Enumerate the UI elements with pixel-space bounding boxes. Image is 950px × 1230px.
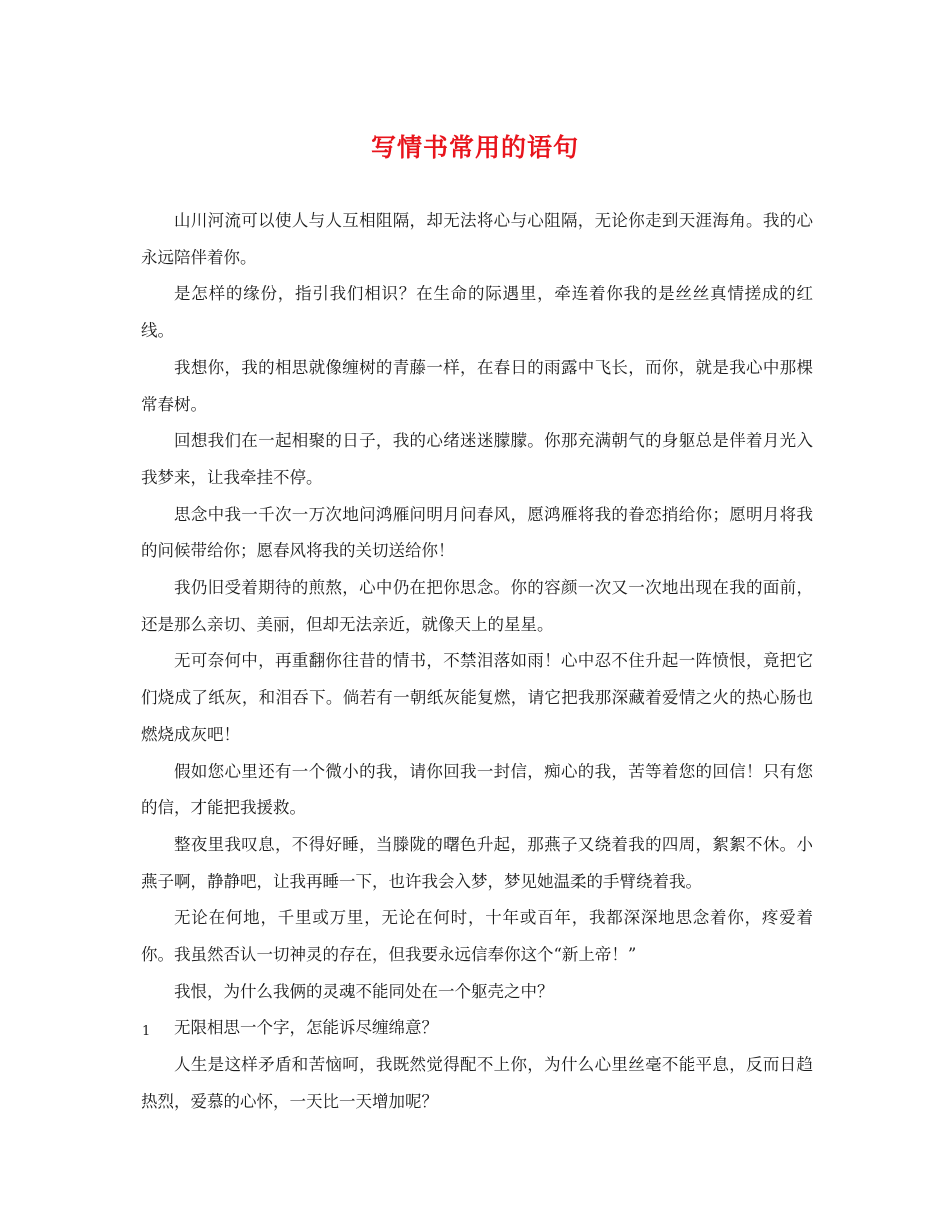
paragraph: 无限相思一个字，怎能诉尽缠绵意？ (174, 1018, 438, 1038)
page-number: 1 (142, 1024, 151, 1039)
paragraph: 回想我们在一起相聚的日子，我的心绪迷迷朦朦。你那充满朝气的身躯总是伴着月光入我梦来，让我牵挂不停。 (141, 431, 813, 487)
paragraph: 是怎样的缘份，指引我们相识？在生命的际遇里，牵连着你我的是丝丝真情搓成的红线。 (141, 284, 813, 341)
paragraph: 假如您心里还有一个微小的我，请你回我一封信，痴心的我，苦等着您的回信！只有您的信，才能把我援救。 (141, 761, 813, 818)
paragraph: 人生是这样矛盾和苦恼呵，我既然觉得配不上你，为什么心里丝毫不能平息，反而日趋热烈，爱慕的心怀，一天比一天增加呢？ (141, 1055, 813, 1111)
paragraph: 整夜里我叹息，不得好睡，当滕陇的曙色升起，那燕子又绕着我的四周，絮絮不休。小燕子啊，静静吧，让我再睡一下，也许我会入梦，梦见她温柔的手臂绕着我。 (141, 834, 813, 891)
paragraph: 我恨，为什么我俩的灵魂不能同处在一个躯壳之中？ (174, 981, 554, 1001)
paragraph: 我仍旧受着期待的煎熬，心中仍在把你思念。你的容颜一次又一次地出现在我的面前，还是那么亲切、美丽，但却无法亲近，就像天上的星星。 (141, 578, 813, 634)
paragraph: 我想你，我的相思就像缠树的青藤一样，在春日的雨露中飞长，而你，就是我心中那棵常春树。 (141, 357, 813, 414)
paragraph: 山川河流可以使人与人互相阻隔，却无法将心与心阻隔，无论你走到天涯海角。我的心永远陪伴着你。 (141, 211, 813, 267)
paragraph: 思念中我一千次一万次地问鸿雁问明月问春风，愿鸿雁将我的眷恋捎给你；愿明月将我的问候带给你；愿春风将我的关切送给你！ (141, 504, 813, 561)
paragraph: 无可奈何中，再重翻你往昔的情书，不禁泪落如雨！心中忍不住升起一阵愤恨，竟把它们烧成了纸灰，和泪吞下。倘若有一朝纸灰能复燃，请它把我那深藏着爱情之火的热心肠也燃烧成灰吧！ (141, 651, 813, 744)
paragraph: 无论在何地，千里或万里，无论在何时，十年或百年，我都深深地思念着你，疼爱着你。我虽然否认一切神灵的存在，但我要永远信奉你这个“新上帝！” (141, 908, 813, 965)
page-title: 写情书常用的语句 (370, 133, 579, 162)
document-body (141, 203, 813, 1121)
